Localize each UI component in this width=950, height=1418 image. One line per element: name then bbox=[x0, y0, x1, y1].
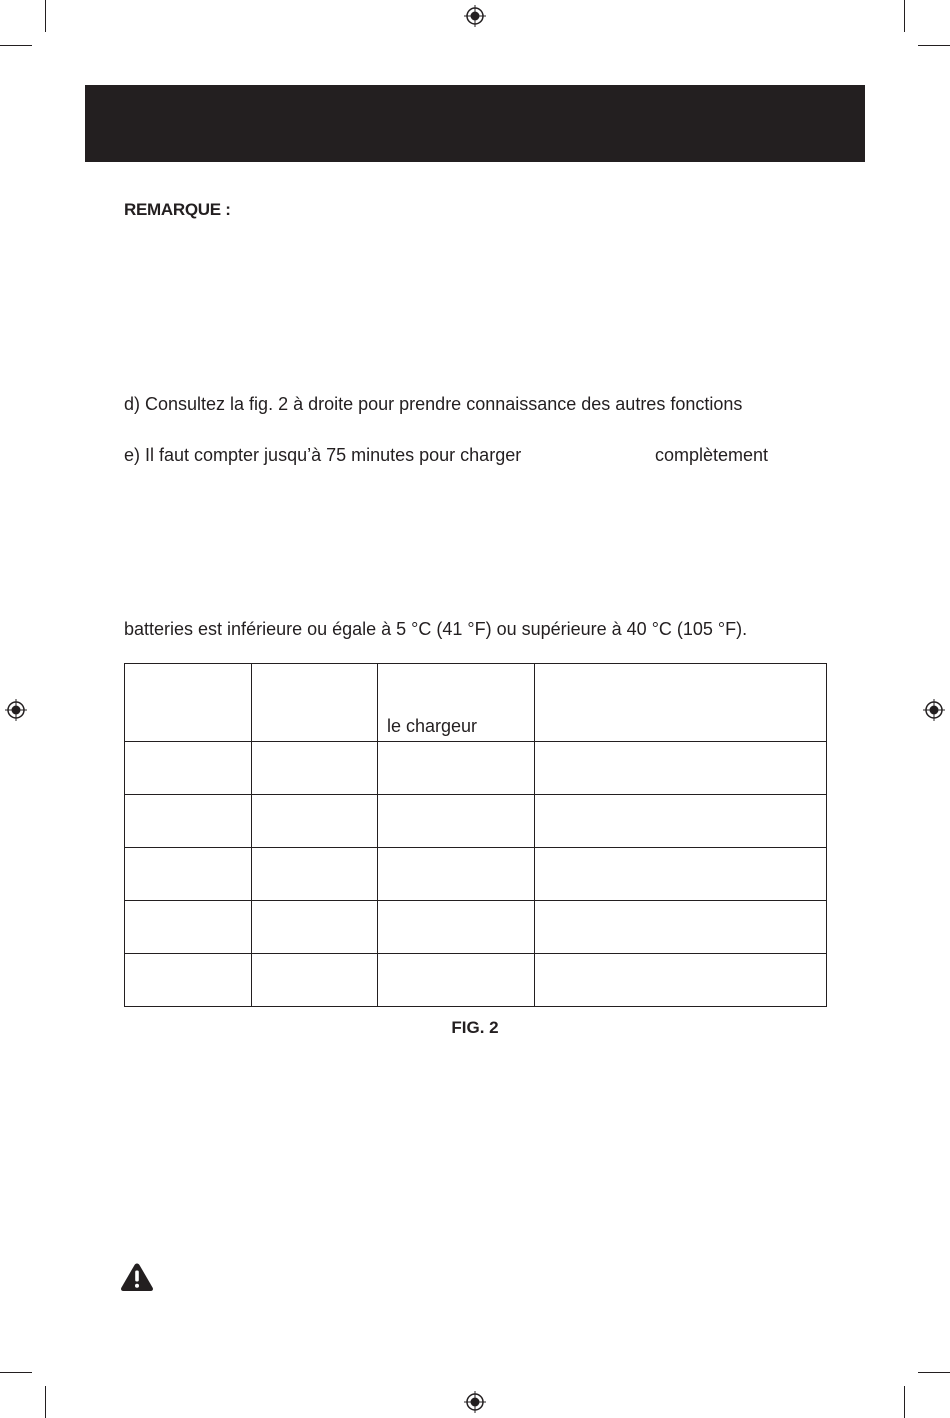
table-cell bbox=[378, 901, 535, 954]
table-cell bbox=[535, 848, 827, 901]
table-cell bbox=[535, 795, 827, 848]
registration-mark-icon bbox=[5, 699, 27, 721]
table-row bbox=[125, 848, 827, 901]
table-cell bbox=[125, 742, 252, 795]
table-cell bbox=[125, 848, 252, 901]
table-cell bbox=[125, 954, 252, 1007]
warning-triangle-icon bbox=[120, 1262, 154, 1292]
table-header-cell: le chargeur bbox=[378, 664, 535, 742]
crop-mark-bottom-right-vertical bbox=[904, 1386, 905, 1418]
temperature-note: batteries est inférieure ou égale à 5 °C (41 °F) ou supérieure à 40 °C (105 °F). bbox=[124, 619, 748, 639]
table-header-cell bbox=[252, 664, 378, 742]
table-cell bbox=[252, 795, 378, 848]
table-cell bbox=[252, 901, 378, 954]
instruction-e-start: e) Il faut compter jusqu’à 75 minutes pour charger bbox=[124, 445, 522, 465]
charger-indicator-table bbox=[124, 663, 827, 1007]
table-cell bbox=[378, 742, 535, 795]
table-header-cell bbox=[125, 664, 252, 742]
table-cell bbox=[252, 848, 378, 901]
crop-mark-top-left-vertical bbox=[45, 0, 46, 32]
crop-mark-bottom-left-vertical bbox=[45, 1386, 46, 1418]
table-cell bbox=[125, 795, 252, 848]
table-cell bbox=[535, 742, 827, 795]
registration-mark-icon bbox=[464, 5, 486, 27]
table-row bbox=[125, 954, 827, 1007]
crop-mark-bottom-right-horizontal bbox=[918, 1372, 950, 1373]
note-label: REMARQUE : bbox=[124, 200, 231, 219]
table-row bbox=[125, 901, 827, 954]
registration-mark-icon bbox=[464, 1391, 486, 1413]
instruction-e-end: complètement bbox=[655, 445, 769, 465]
header-band bbox=[85, 85, 865, 162]
crop-mark-top-right-horizontal bbox=[918, 45, 950, 46]
crop-mark-bottom-left-horizontal bbox=[0, 1372, 32, 1373]
table-row bbox=[125, 795, 827, 848]
figure-caption: FIG. 2 bbox=[451, 1018, 499, 1037]
crop-mark-top-left-horizontal bbox=[0, 45, 32, 46]
table-cell bbox=[378, 848, 535, 901]
crop-mark-top-right-vertical bbox=[904, 0, 905, 32]
table-cell bbox=[378, 795, 535, 848]
table-cell bbox=[252, 954, 378, 1007]
table-row bbox=[125, 742, 827, 795]
table-cell bbox=[252, 742, 378, 795]
instruction-d: d) Consultez la fig. 2 à droite pour prendre connaissance des autres fonctions bbox=[124, 394, 743, 414]
registration-mark-icon bbox=[923, 699, 945, 721]
table-header-row bbox=[125, 664, 827, 742]
table-cell bbox=[535, 901, 827, 954]
table-cell bbox=[535, 954, 827, 1007]
table-cell bbox=[125, 901, 252, 954]
table-cell bbox=[378, 954, 535, 1007]
table-header-cell bbox=[535, 664, 827, 742]
